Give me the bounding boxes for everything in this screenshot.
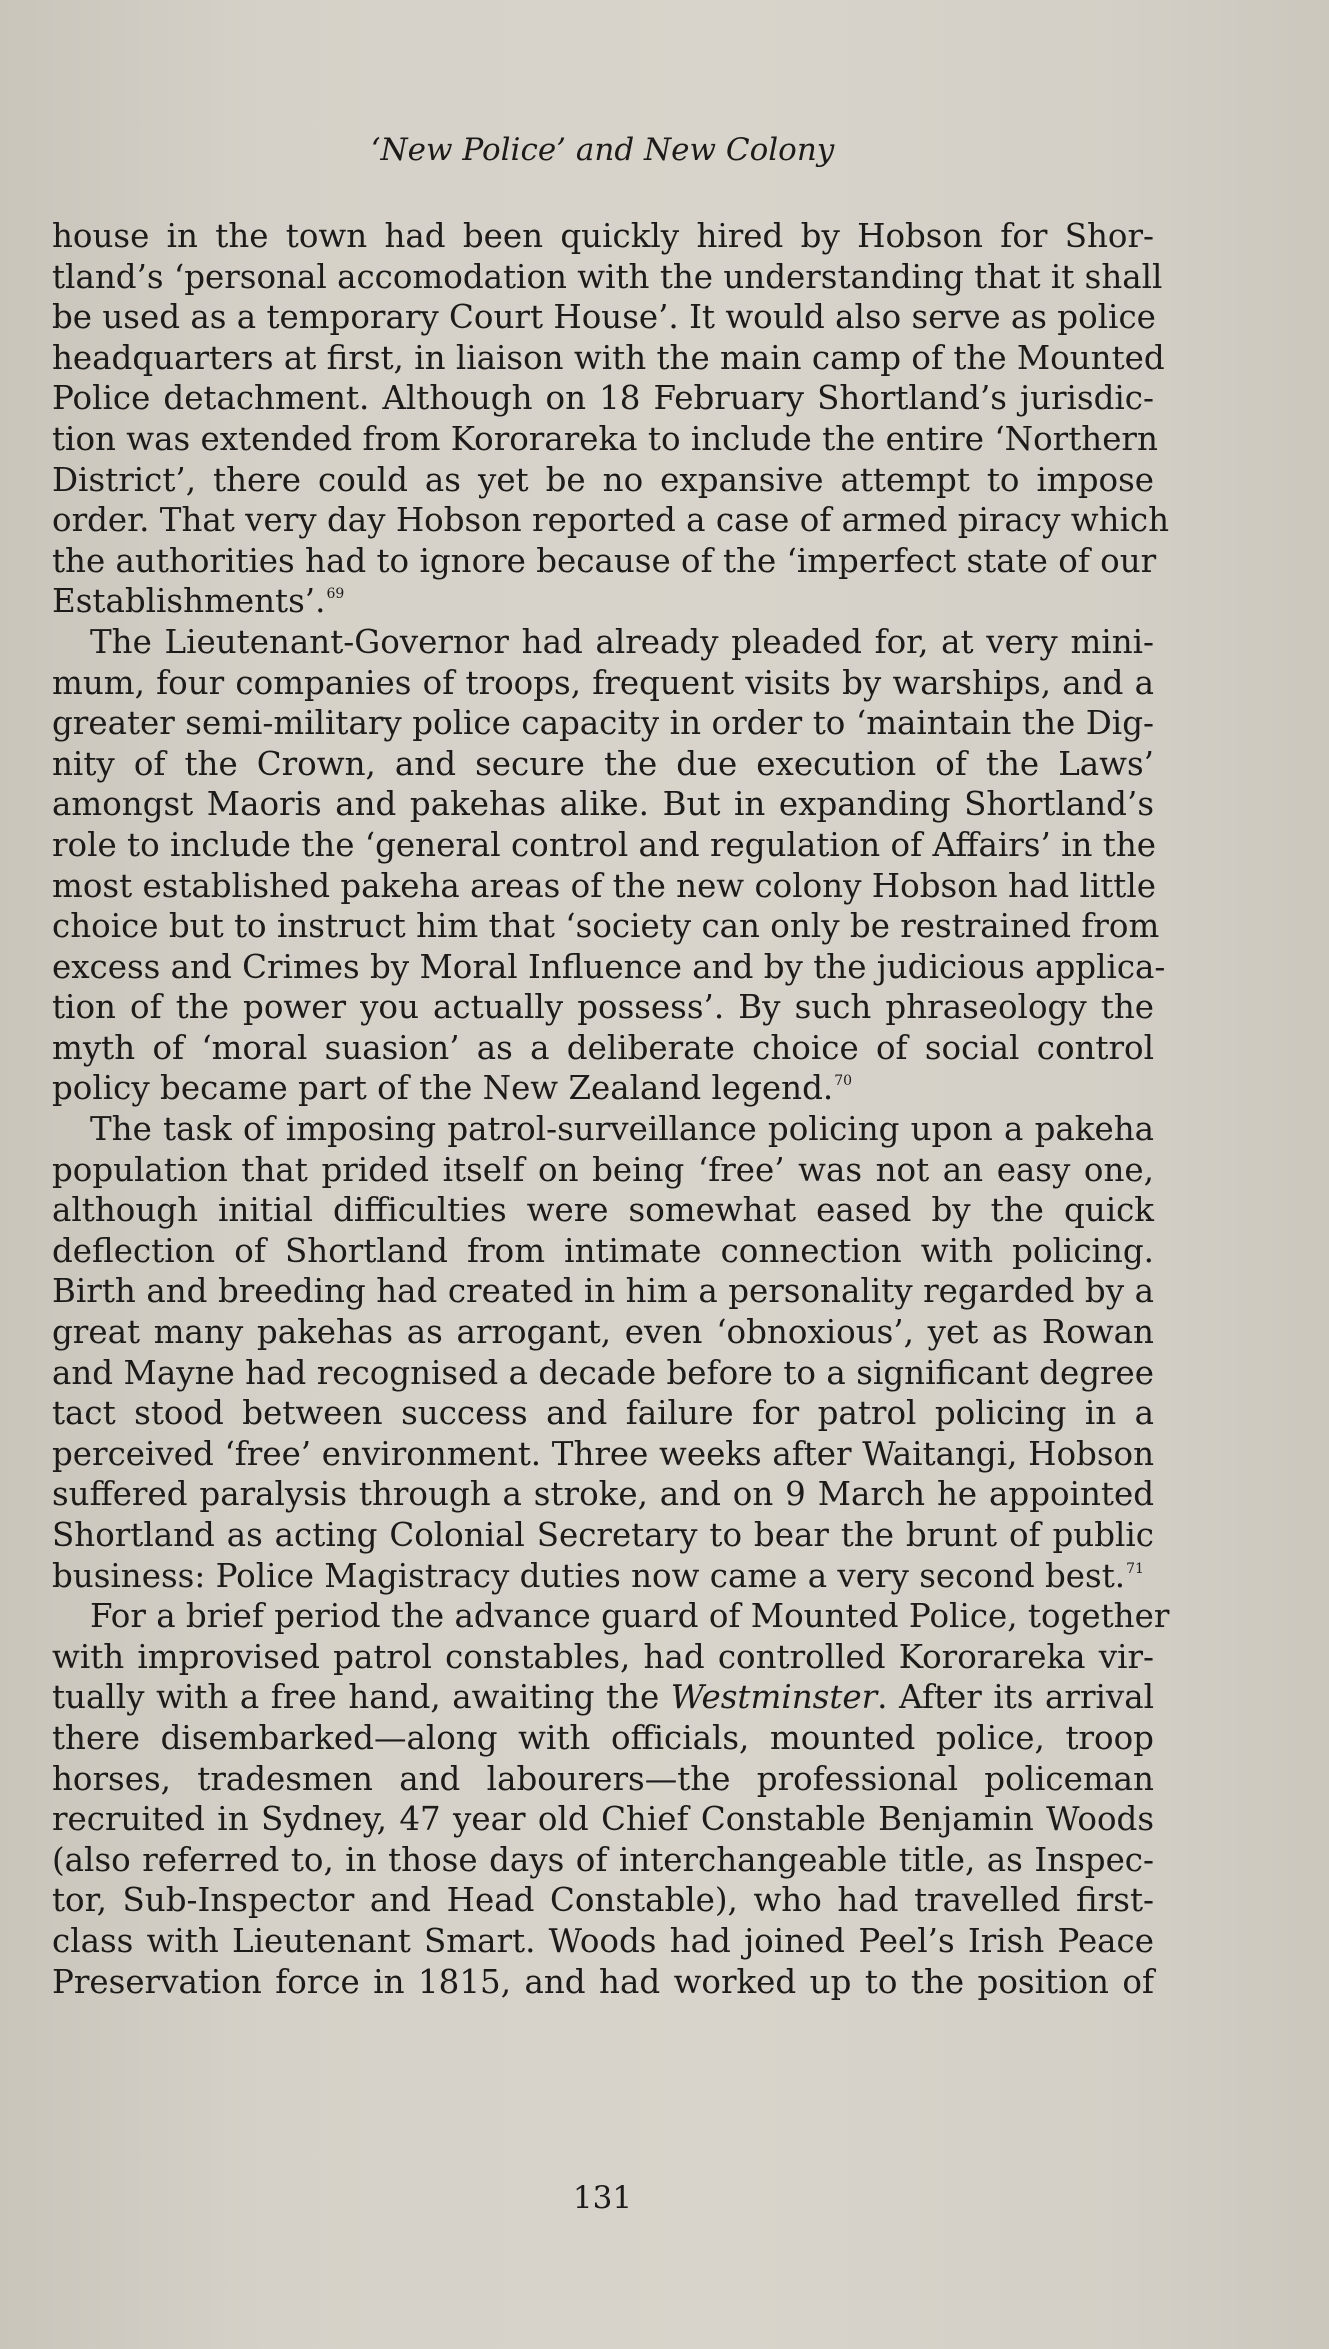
line-text: tland’s ‘personal accomodation with the understanding that it shall	[52, 257, 1163, 296]
footnote-marker: 70	[834, 1073, 853, 1090]
text-line	[52, 1637, 1154, 1678]
text-line	[52, 297, 1154, 338]
text-line	[52, 1921, 1154, 1962]
line-text: suffered paralysis through a stroke, and on 9 March he appointed	[52, 1475, 1154, 1514]
line-text: The Lieutenant-Governor had already pleaded for, at very mini-	[90, 622, 1154, 661]
footnote-marker: 71	[1126, 1560, 1144, 1577]
text-line	[52, 1190, 1154, 1231]
text-line	[52, 1880, 1154, 1921]
page-number: 131	[572, 2180, 633, 2216]
text-line	[52, 257, 1163, 298]
italic-text: Westminster	[670, 1678, 878, 1717]
line-text: horses, tradesmen and labourers—the professional policeman	[52, 1759, 1154, 1798]
line-text: Preservation force in 1815, and had worked up to the position of	[52, 1962, 1154, 2001]
line-text: excess and Crimes by Moral Influence and by the judicious applica-	[52, 947, 1166, 986]
line-text: class with Lieutenant Smart. Woods had joined Peel’s Irish Peace	[52, 1921, 1154, 1960]
text-line	[52, 1718, 1154, 1759]
line-text: myth of ‘moral suasion’ as a deliberate choice of social control	[52, 1028, 1154, 1067]
line-text: amongst Maoris and pakehas alike. But in expanding Shortland’s	[52, 785, 1154, 824]
text-line	[52, 1962, 1154, 2003]
line-text: Shortland as acting Colonial Secretary to bear the brunt of public	[52, 1516, 1154, 1554]
text-line	[52, 825, 1157, 866]
text-line	[52, 947, 1166, 988]
text-line	[52, 378, 1154, 419]
text-line	[52, 663, 1154, 704]
paragraph	[52, 1109, 1154, 1596]
line-text: nity of the Crown, and secure the due execution of the Laws’	[52, 744, 1154, 783]
line-text: deflection of Shortland from intimate connection with policing.	[52, 1231, 1154, 1270]
text-line	[52, 216, 1154, 257]
line-text: role to include the ‘general control and regulation of Affairs’ in the	[52, 825, 1157, 864]
line-text: business: Police Magistracy duties now came a very second best.	[52, 1556, 1126, 1595]
text-line	[52, 1677, 1154, 1718]
text-line	[52, 419, 1158, 460]
text-line	[52, 1799, 1154, 1840]
text-line	[52, 1150, 1154, 1191]
text-line	[52, 1353, 1154, 1394]
line-text: most established pakeha areas of the new colony Hobson had little	[52, 866, 1157, 905]
line-text: Establishments’.	[52, 582, 326, 621]
text-line	[52, 906, 1160, 947]
text-line	[52, 1556, 1154, 1597]
text-line	[52, 460, 1154, 501]
text-line	[52, 500, 1169, 541]
text-line	[52, 1596, 1170, 1637]
text-line	[52, 1068, 1154, 1109]
text-line	[52, 1474, 1154, 1515]
line-text: house in the town had been quickly hired by Hobson for Shor-	[52, 217, 1154, 255]
paragraph	[52, 622, 1166, 1109]
line-text: policy became part of the New Zealand legend.	[52, 1069, 834, 1108]
text-line	[52, 1028, 1154, 1069]
line-text: greater semi-military police capacity in order to ‘maintain the Dig-	[52, 704, 1154, 743]
line-text: recruited in Sydney, 47 year old Chief Constable Benjamin Woods	[52, 1800, 1154, 1839]
text-line	[52, 1231, 1154, 1272]
running-head: ‘New Police’ and New Colony	[370, 132, 835, 168]
line-text: population that prided itself on being ‘free’ was not an easy one,	[52, 1150, 1154, 1189]
line-text: Police detachment. Although on 18 February Shortland’s jurisdic-	[52, 379, 1154, 418]
paragraph	[52, 1596, 1170, 2002]
line-text: tion was extended from Kororareka to include the entire ‘Northern	[52, 419, 1158, 458]
line-text: choice but to instruct him that ‘society can only be restrained from	[52, 907, 1160, 946]
line-text: tor, Sub-Inspector and Head Constable), who had travelled first-	[52, 1881, 1154, 1920]
paragraph	[52, 216, 1169, 622]
line-text: tually with a free hand, awaiting the	[52, 1678, 671, 1717]
text-line	[52, 866, 1157, 907]
line-text: order. That very day Hobson reported a case of armed piracy which	[52, 501, 1169, 540]
line-text: tion of the power you actually possess’. By such phraseology the	[52, 988, 1154, 1027]
line-text: . After its arrival	[877, 1678, 1155, 1717]
text-line	[52, 987, 1154, 1028]
text-line	[52, 1434, 1154, 1475]
text-line	[52, 1271, 1154, 1312]
line-text: District’, there could as yet be no expansive attempt to impose	[52, 460, 1154, 499]
text-line	[52, 1515, 1154, 1556]
text-line	[52, 703, 1154, 744]
body-text	[52, 216, 1170, 2002]
line-text: mum, four companies of troops, frequent visits by warships, and a	[52, 663, 1154, 702]
footnote-marker: 69	[326, 586, 345, 603]
text-line	[52, 338, 1165, 379]
line-text: there disembarked—along with officials, mounted police, troop	[52, 1718, 1154, 1757]
line-text: tact stood between success and failure for patrol policing in a	[52, 1394, 1154, 1433]
line-text: great many pakehas as arrogant, even ‘obnoxious’, yet as Rowan	[52, 1313, 1154, 1352]
line-text: although initial difficulties were somewhat eased by the quick	[52, 1191, 1154, 1230]
line-text: be used as a temporary Court House’. It would also serve as police	[52, 298, 1156, 337]
line-text: the authorities had to ignore because of the ‘imperfect state of our	[52, 541, 1157, 580]
text-line	[52, 1109, 1154, 1150]
line-text: Birth and breeding had created in him a personality regarded by a	[52, 1272, 1154, 1311]
text-line	[52, 784, 1154, 825]
line-text: with improvised patrol constables, had controlled Kororareka vir-	[52, 1637, 1154, 1676]
line-text: (also referred to, in those days of interchangeable title, as Inspec-	[52, 1840, 1154, 1879]
text-line	[52, 1393, 1154, 1434]
line-text: and Mayne had recognised a decade before to a significant degree	[52, 1353, 1154, 1392]
line-text: The task of imposing patrol-surveillance policing upon a pakeha	[90, 1110, 1154, 1149]
text-line	[52, 541, 1157, 582]
text-line	[52, 1759, 1154, 1800]
text-line	[52, 1840, 1154, 1881]
line-text: headquarters at first, in liaison with the main camp of the Mounted	[52, 338, 1165, 377]
text-line	[52, 581, 1154, 622]
line-text: For a brief period the advance guard of Mounted Police, together	[90, 1597, 1170, 1636]
text-line	[52, 622, 1154, 663]
line-text: perceived ‘free’ environment. Three weeks after Waitangi, Hobson	[52, 1434, 1154, 1473]
text-line	[52, 744, 1154, 785]
text-line	[52, 1312, 1154, 1353]
